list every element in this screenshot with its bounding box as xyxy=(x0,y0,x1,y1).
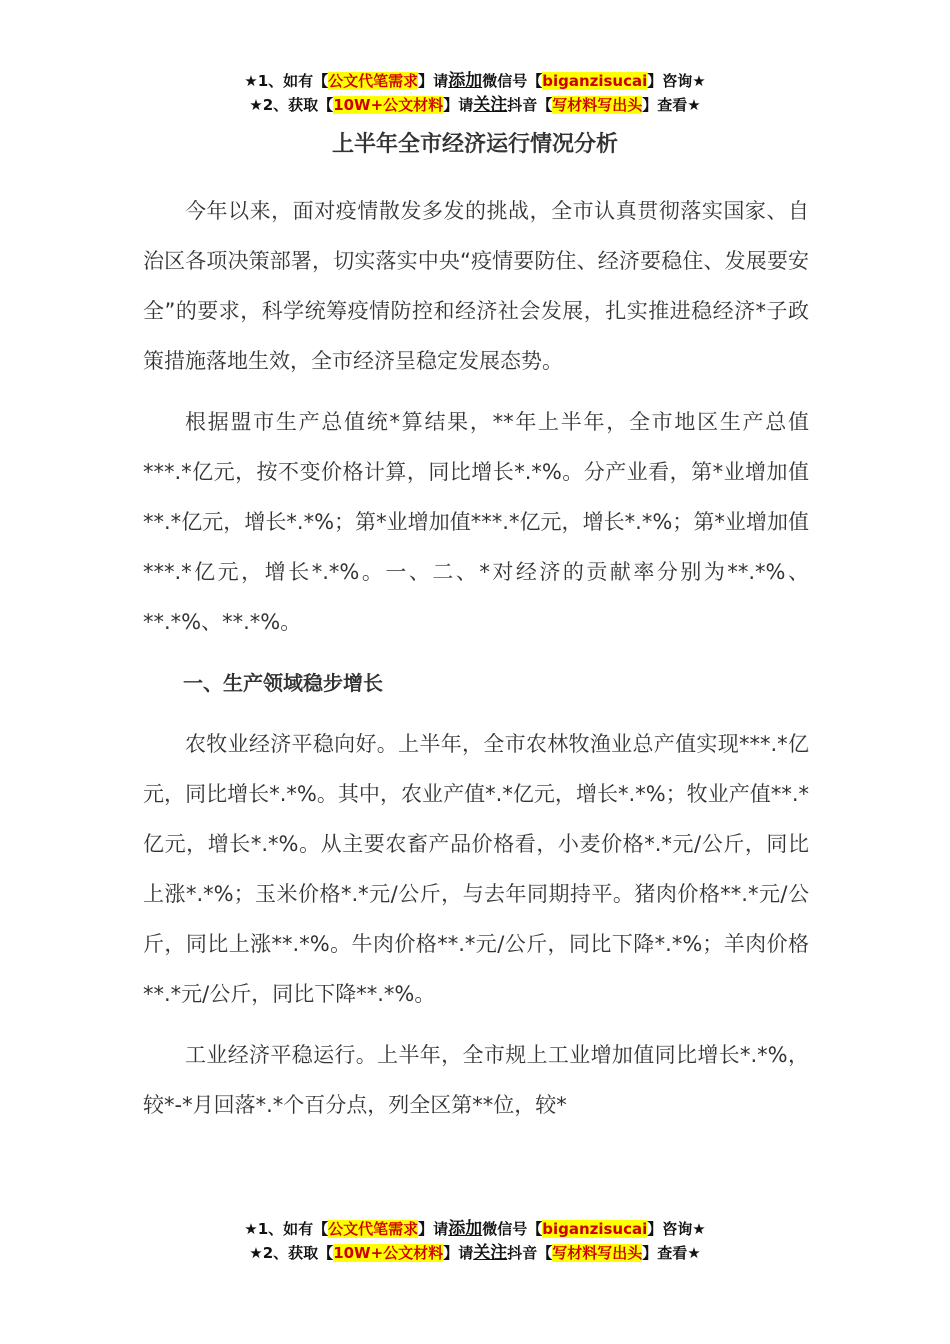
promo-text: ★2、获取【 xyxy=(249,1244,334,1262)
promo-line-2 xyxy=(0,1241,950,1265)
section-heading: 一、生产领域稳步增长 xyxy=(183,671,383,695)
promo-text: 】请 xyxy=(443,96,474,114)
promo-highlight-service: 公文代笔需求 xyxy=(328,72,419,90)
document-body xyxy=(143,186,809,1141)
paragraph-gdp: 根据盟市生产总值统*算结果，**年上半年，全市地区生产总值***.*亿元，按不变价格计算，同比增长*.*%。分产业看，第*业增加值**.*亿元，增长*.*%；第*业增加值***.*亿元，增长*.*%；第*业增加值***.*亿元，增长*.*%。一、二、*对经济的贡献率分别为**.*%、**.*%、**.*%。 xyxy=(143,410,809,634)
promo-highlight-materials: 10W+公文材料 xyxy=(333,96,444,114)
promo-header xyxy=(0,69,950,117)
promo-highlight-wechat: biganzisucai xyxy=(542,1220,648,1238)
promo-text: 微信号【 xyxy=(482,1220,543,1238)
promo-highlight-materials: 10W+公文材料 xyxy=(333,1244,444,1262)
promo-emphasis: 关注 xyxy=(473,95,508,115)
promo-text: 】请 xyxy=(418,72,449,90)
promo-line-1 xyxy=(0,1217,950,1241)
promo-text: 】请 xyxy=(418,1220,449,1238)
promo-emphasis: 添加 xyxy=(448,1219,483,1239)
promo-text: ★2、获取【 xyxy=(249,96,334,114)
paragraph-intro: 今年以来，面对疫情散发多发的挑战，全市认真贯彻落实国家、自治区各项决策部署，切实落实中央“疫情要防住、经济要稳住、发展要安全”的要求，科学统筹疫情防控和经济社会发展，扎实推进稳经济*子政策措施落地生效，全市经济呈稳定发展态势。 xyxy=(143,199,809,373)
promo-text: 抖音【 xyxy=(507,96,553,114)
promo-text: 】咨询★ xyxy=(647,1220,706,1238)
paragraph-agriculture: 农牧业经济平稳向好。上半年，全市农林牧渔业总产值实现***.*亿元，同比增长*.*%。其中，农业产值*.*亿元，增长*.*%；牧业产值**.*亿元，增长*.*%。从主要农畜产品价格看，小麦价格*.*元/公斤，同比上涨*.*%；玉米价格*.*元/公斤，与去年同期持平。猪肉价格**.*元/公斤，同比上涨**.*%。牛肉价格**.*元/公斤，同比下降*.*%；羊肉价格**.*元/公斤，同比下降**.*%。 xyxy=(143,732,809,1006)
promo-text: 微信号【 xyxy=(482,72,543,90)
promo-text: 】请 xyxy=(443,1244,474,1262)
document-title: 上半年全市经济运行情况分析 xyxy=(331,132,618,157)
promo-highlight-douyin: 写材料写出头 xyxy=(552,96,643,114)
promo-highlight-service: 公文代笔需求 xyxy=(328,1220,419,1238)
promo-emphasis: 添加 xyxy=(448,71,483,91)
promo-highlight-wechat: biganzisucai xyxy=(542,72,648,90)
promo-text: 】查看★ xyxy=(642,96,701,114)
promo-text: ★1、如有【 xyxy=(244,1220,329,1238)
promo-emphasis: 关注 xyxy=(473,1243,508,1263)
promo-text: 抖音【 xyxy=(507,1244,553,1262)
promo-text: 】查看★ xyxy=(642,1244,701,1262)
promo-text: 】咨询★ xyxy=(647,72,706,90)
promo-footer xyxy=(0,1217,950,1265)
paragraph-industry: 工业经济平稳运行。上半年，全市规上工业增加值同比增长*.*%，较*-*月回落*.*个百分点，列全区第**位，较* xyxy=(143,1043,809,1117)
promo-line-2 xyxy=(0,93,950,117)
promo-highlight-douyin: 写材料写出头 xyxy=(552,1244,643,1262)
promo-text: ★1、如有【 xyxy=(244,72,329,90)
promo-line-1 xyxy=(0,69,950,93)
